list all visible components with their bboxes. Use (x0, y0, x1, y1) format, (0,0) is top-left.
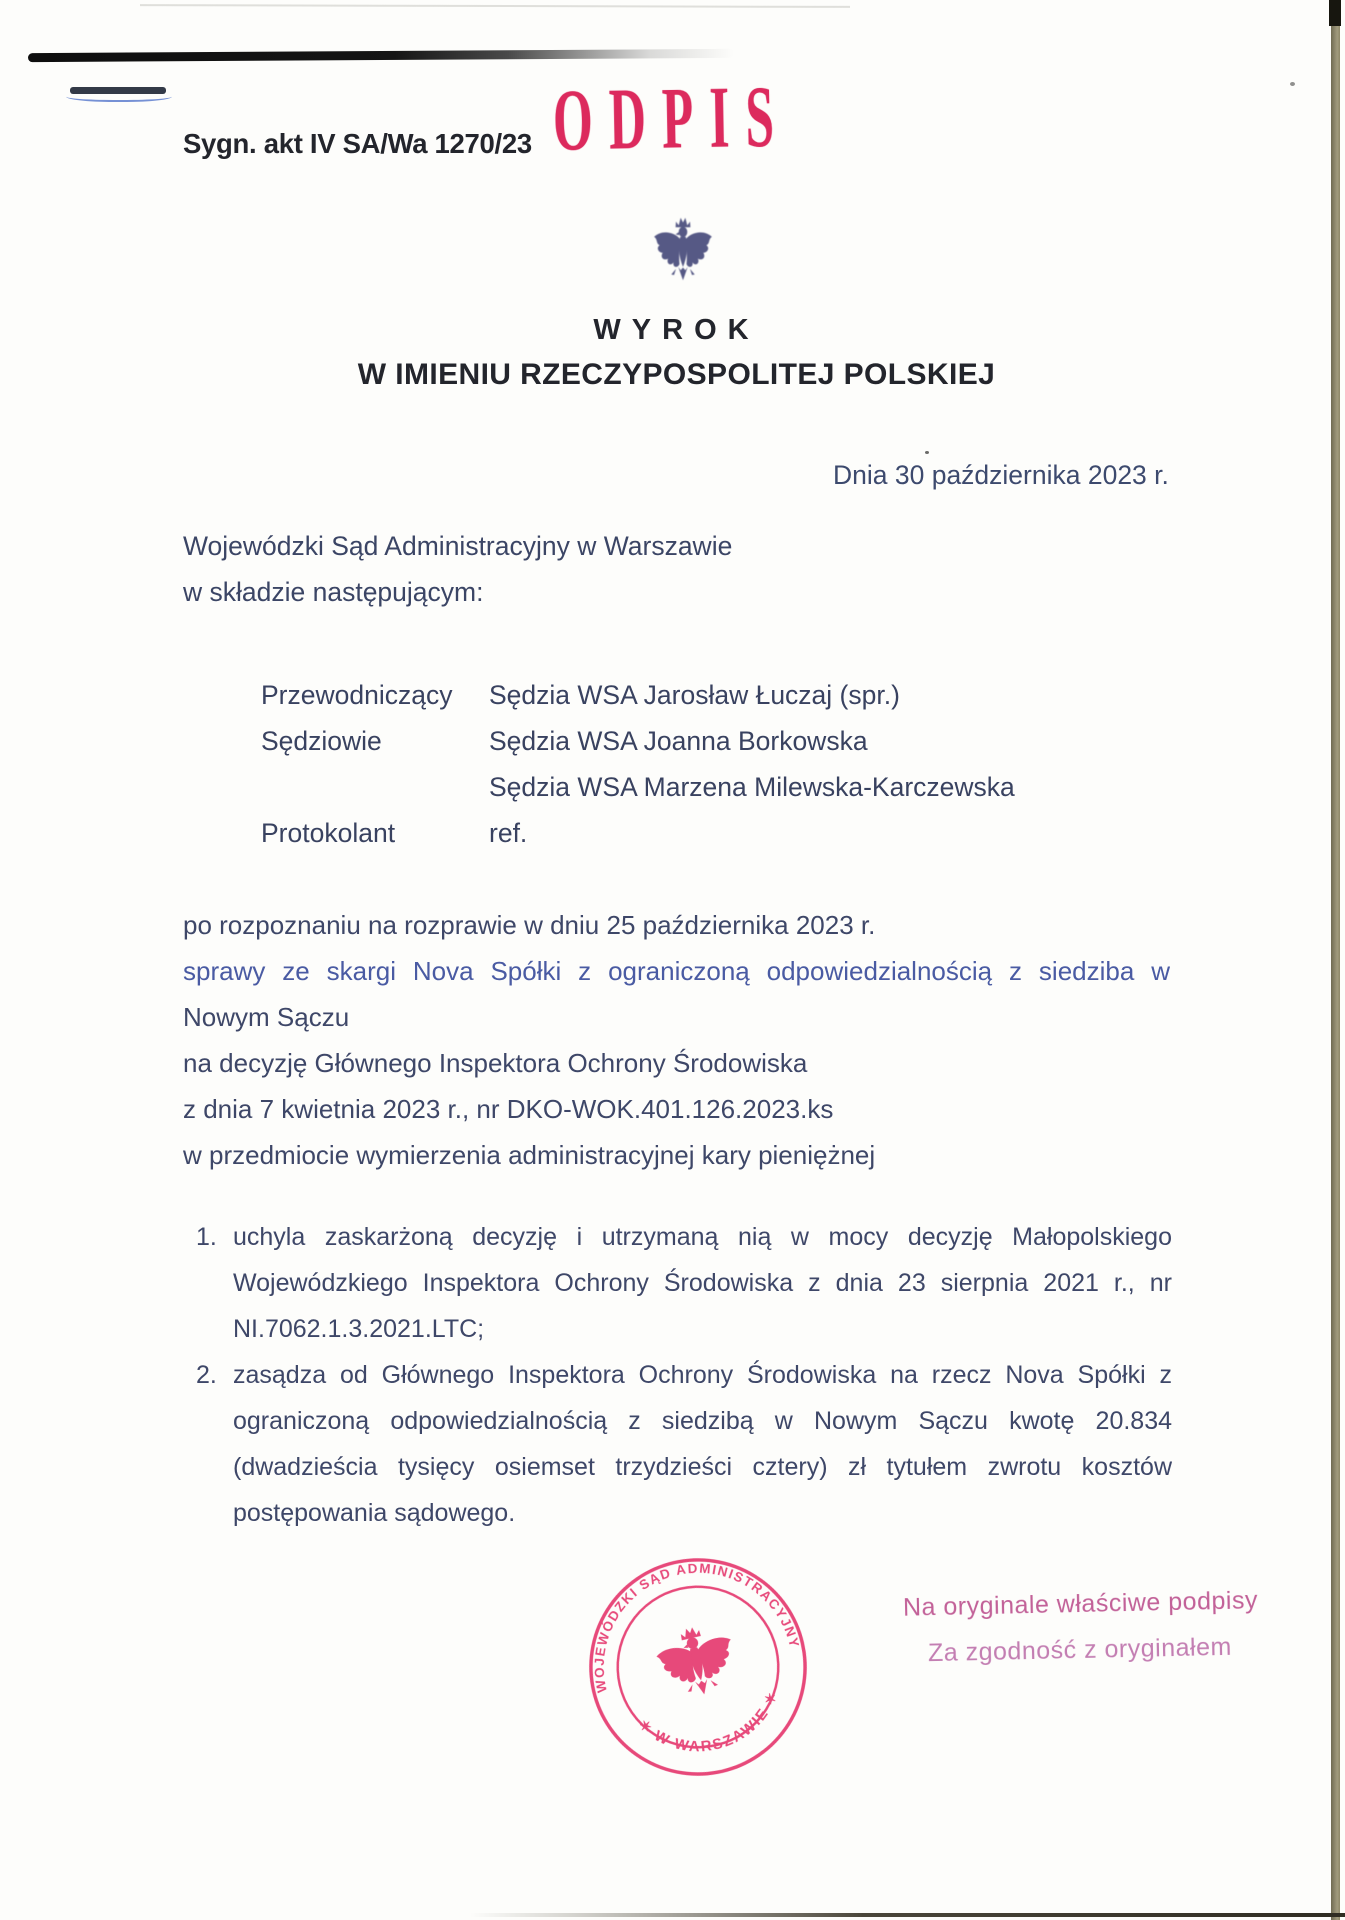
panel-row (261, 764, 1015, 810)
odpis-copy-stamp-text: ODPIS (552, 68, 792, 170)
court-name: Wojewódzki Sąd Administracyjny w Warszawie (183, 531, 733, 561)
scan-artifact-dot (925, 451, 929, 454)
case-number: Sygn. akt IV SA/Wa 1270/23 (183, 128, 532, 159)
court-composition-intro: w składzie następującym: (183, 577, 484, 607)
panel-row (261, 718, 1015, 764)
odpis-copy-stamp (552, 68, 962, 170)
scan-artifact-right-edge-dark-top (1329, 0, 1341, 26)
scan-artifact-right-edge-line (1331, 0, 1340, 1920)
ruling-line: zasądza od Głównego Inspektora Ochrony Środowiska na rzecz Nova Spółki z (233, 1361, 1172, 1389)
panel-role (261, 764, 489, 810)
court-round-stamp (561, 1530, 834, 1803)
judgment-subtitle: W IMIENIU RZECZYPOSPOLITEJ POLSKIEJ (357, 358, 996, 391)
judgment-date: Dnia 30 października 2023 r. (833, 460, 1169, 490)
ruling-line: NI.7062.1.3.2021.LTC; (233, 1315, 485, 1343)
scan-artifact-heavy-black-line (28, 49, 734, 62)
svg-text:✶ W WARSZAWIE ✶ (633, 1686, 792, 1770)
judgment-title: WYROK (593, 314, 760, 346)
panel-row (261, 810, 1015, 856)
case-description-line: Nowym Sączu (183, 1002, 350, 1032)
panel-role: Sędziowie (261, 726, 382, 756)
panel-role: Protokolant (261, 818, 396, 848)
stamp-eagle-icon (652, 1619, 742, 1702)
panel-judge-name: Sędzia WSA Jarosław Łuczaj (spr.) (489, 680, 900, 710)
case-description-line: na decyzję Głównego Inspektora Ochrony Środowiska (183, 1048, 808, 1078)
ruling-line: Wojewódzkiego Inspektora Ochrony Środowiska z dnia 23 sierpnia 2021 r., nr (233, 1269, 1172, 1297)
panel-recorder: ref. (489, 818, 528, 848)
stamp-ring-text-top: WOJEWÓDZKI SĄD ADMINISTRACYJNY (591, 1560, 803, 1694)
ruling-line: ograniczoną odpowiedzialnością z siedzibą w Nowym Sączu kwotę 20.834 (233, 1407, 1172, 1435)
ruling-line: uchyla zaskarżoną decyzję i utrzymaną nią w mocy decyzję Małopolskiego (233, 1223, 1172, 1251)
case-description-line: sprawy ze skargi Nova Spółki z ograniczoną odpowiedzialnością z siedziba w (183, 956, 1170, 986)
certification-stamp-line1: Na oryginale właściwe podpisy (902, 1586, 1259, 1622)
scan-artifact-bottom-edge-line (470, 1913, 1345, 1917)
panel-judge-name: Sędzia WSA Joanna Borkowska (489, 726, 868, 756)
scan-artifact-faint-top-line (140, 4, 850, 8)
panel-judge-name: Sędzia WSA Marzena Milewska-Karczewska (489, 772, 1015, 802)
certification-stamp-line2: Za zgodność z oryginałem (927, 1632, 1233, 1668)
ruling-line: postępowania sądowego. (233, 1499, 516, 1527)
judges-panel (261, 672, 1015, 856)
ruling-number: 2. (196, 1361, 217, 1389)
case-description-line: po rozpoznaniu na rozprawie w dniu 25 października 2023 r. (183, 910, 876, 940)
case-description-line: z dnia 7 kwietnia 2023 r., nr DKO-WOK.401.126.2023.ks (183, 1094, 834, 1124)
case-description (183, 902, 1170, 1178)
rulings-list (196, 1214, 1186, 1536)
panel-role: Przewodniczący (261, 680, 453, 710)
panel-row (261, 672, 1015, 718)
ruling-number: 1. (196, 1223, 217, 1251)
stamp-ring-text-bottom: ✶ W WARSZAWIE ✶ (634, 1688, 783, 1756)
polish-eagle-emblem-icon (644, 214, 722, 284)
scan-artifact-dot (1290, 82, 1295, 86)
scan-artifact-blue-underline (66, 90, 172, 102)
ruling-line: (dwadzieścia tysięcy osiemset trzydzieści cztery) zł tytułem zwrotu kosztów (233, 1453, 1172, 1481)
case-description-line: w przedmiocie wymierzenia administracyjnej kary pieniężnej (183, 1140, 876, 1170)
